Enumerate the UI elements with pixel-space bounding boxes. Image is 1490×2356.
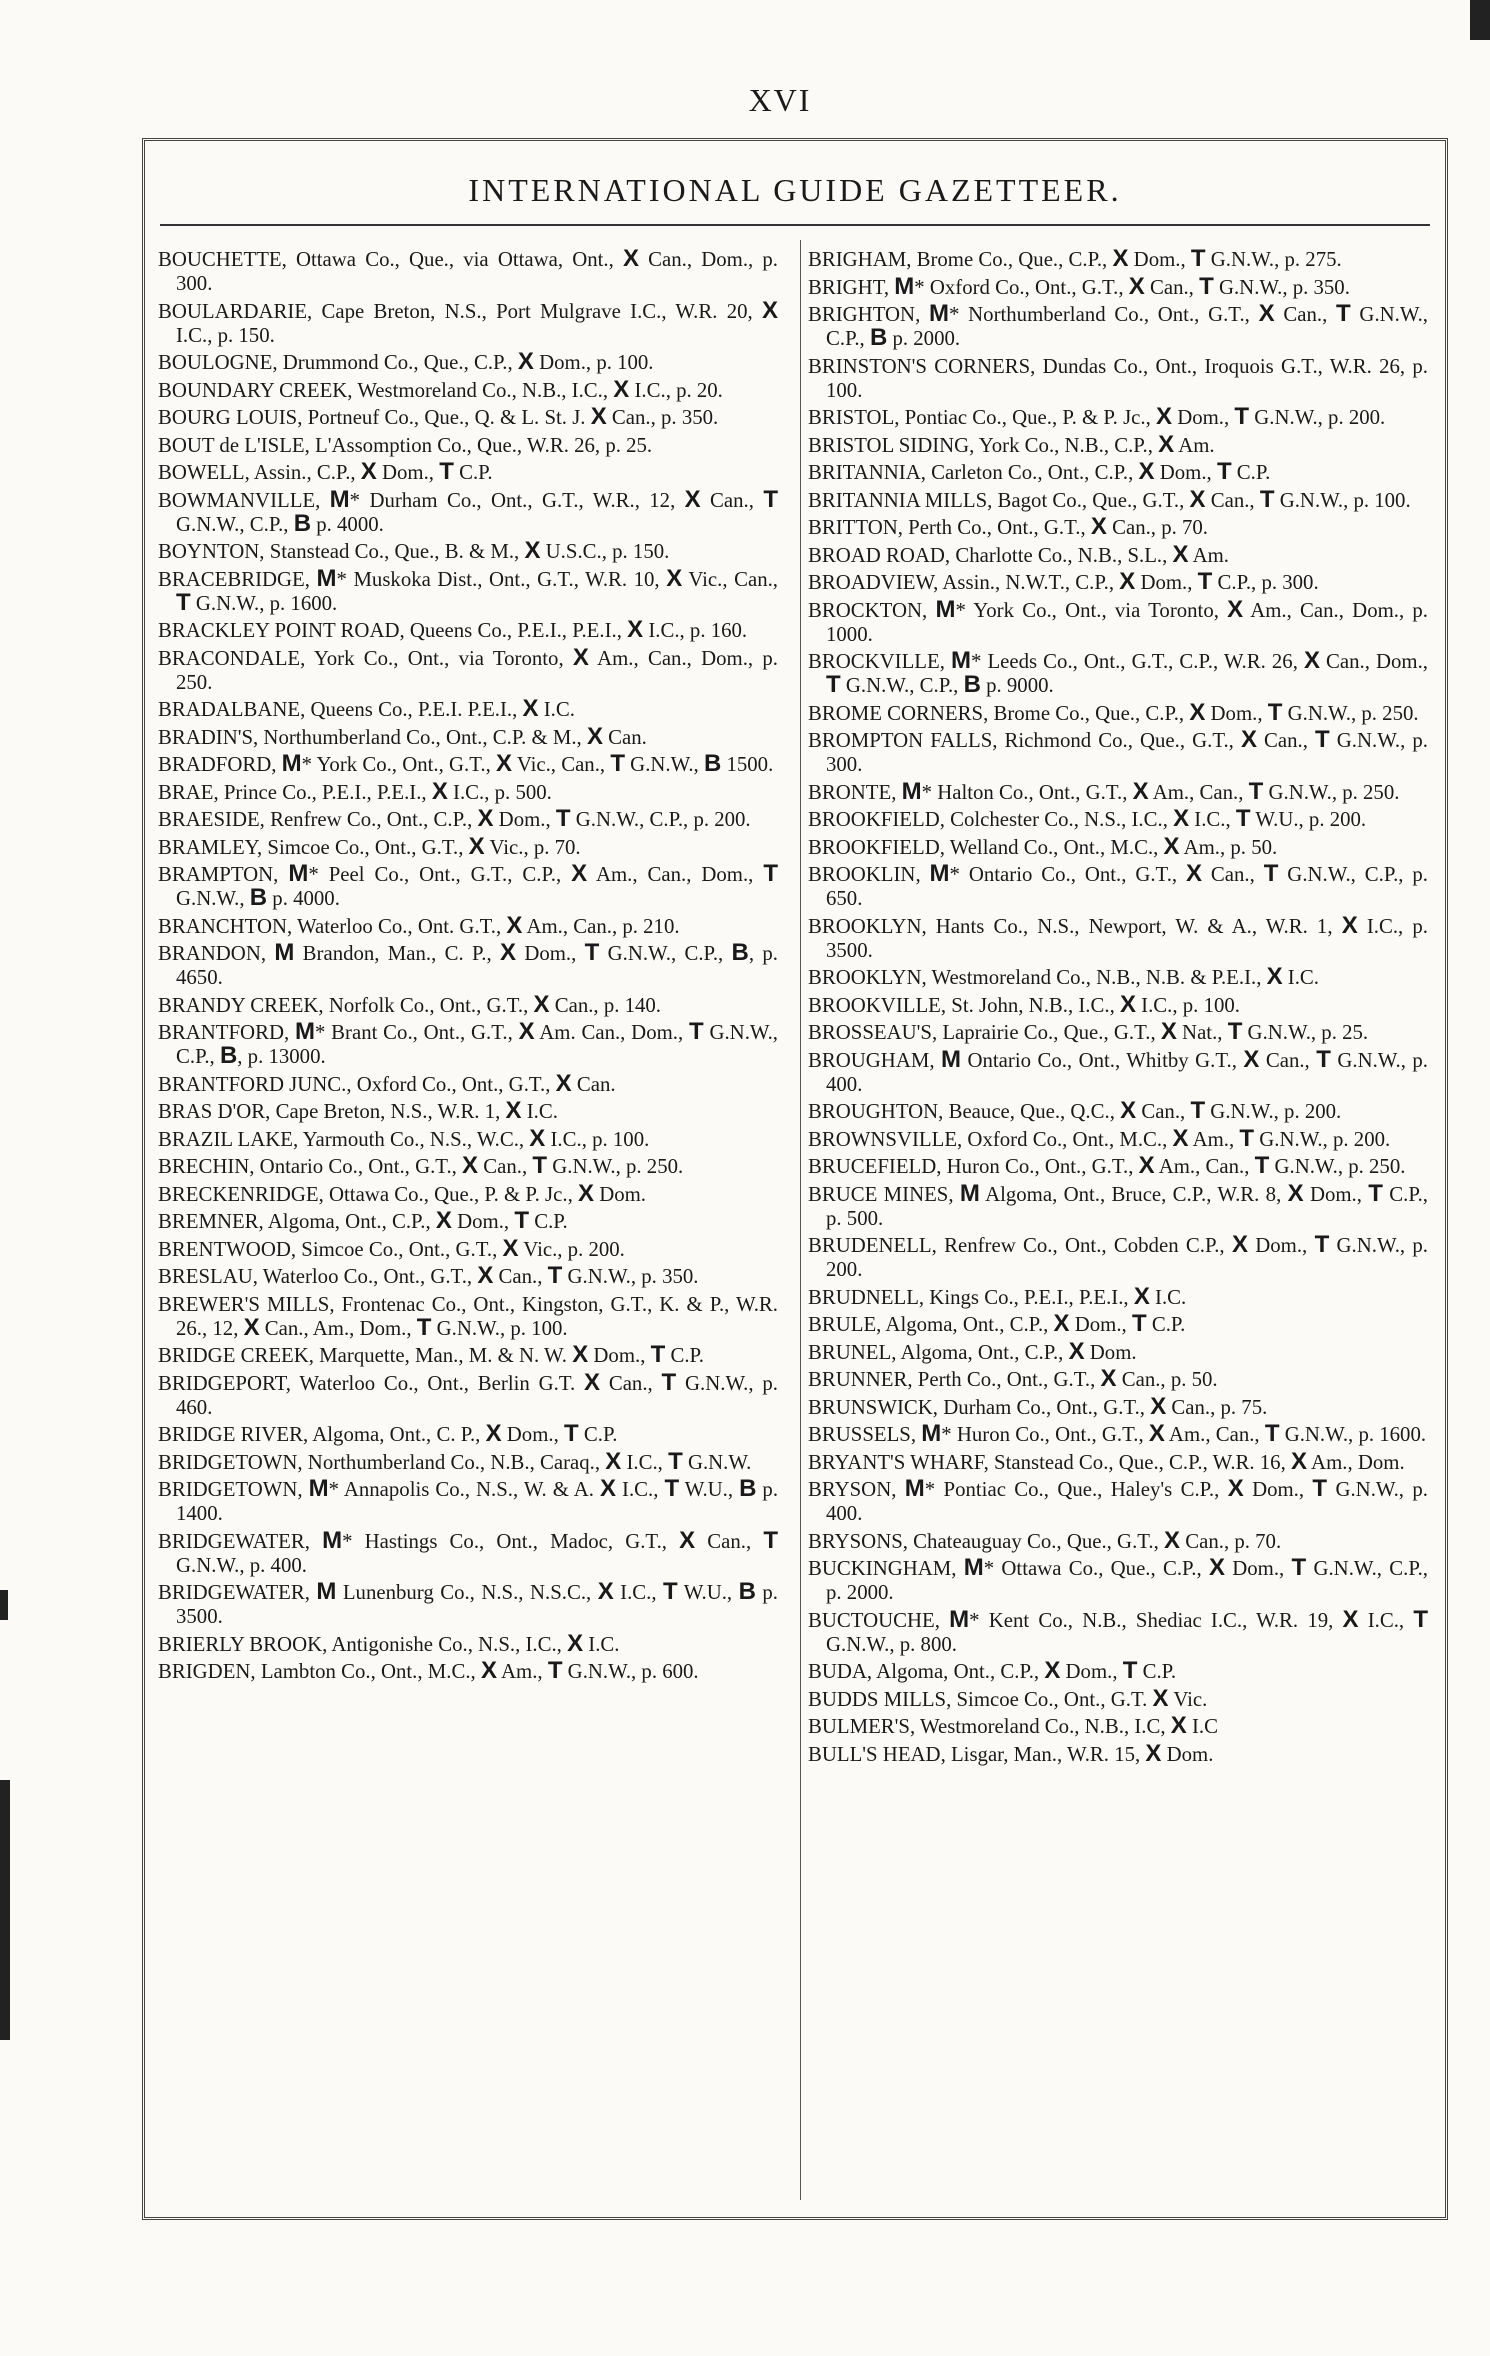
money-order-symbol: M xyxy=(963,1554,984,1581)
left-column xyxy=(158,245,779,1688)
telegraph-symbol: X xyxy=(1303,647,1320,674)
bank-symbol: B xyxy=(869,324,888,351)
gazetteer-entry: BRAE, Prince Co., P.E.I., P.E.I., X I.C., p. 500. xyxy=(158,777,552,805)
telegraph-symbol: X xyxy=(584,1368,601,1396)
telegraph-company-symbol: T xyxy=(1227,1018,1243,1045)
telegraph-company-symbol: T xyxy=(688,1018,704,1045)
telegraph-company-symbol: T xyxy=(1239,1124,1255,1152)
telegraph-symbol: X xyxy=(1145,1739,1162,1767)
telegraph-symbol: X xyxy=(600,1475,617,1502)
telegraph-symbol: X xyxy=(477,805,494,832)
telegraph-company-symbol: T xyxy=(1336,300,1351,327)
telegraph-company-symbol: T xyxy=(1122,1657,1138,1684)
telegraph-symbol: X xyxy=(571,860,588,887)
title-rule xyxy=(160,224,1430,226)
telegraph-symbol: X xyxy=(666,564,683,592)
gazetteer-entry: BRIDGEPORT, Waterloo Co., Ont., Berlin G.T. X Can., T G.N.W., p. 460. xyxy=(158,1368,778,1419)
telegraph-company-symbol: T xyxy=(1235,805,1251,832)
gazetteer-entry: BROOKLIN, M* Ontario Co., Ont., G.T., X Can., T G.N.W., C.P., p. 650. xyxy=(808,860,1428,910)
money-order-symbol: M xyxy=(316,1578,337,1605)
telegraph-symbol: X xyxy=(485,1420,502,1447)
telegraph-symbol: X xyxy=(477,1262,494,1289)
telegraph-symbol: X xyxy=(1170,1712,1187,1739)
bank-symbol: B xyxy=(731,939,749,966)
gazetteer-entry: BROCKTON, M* York Co., Ont., via Toronto, X Am., Can., Dom., p. 1000. xyxy=(808,595,1428,646)
bank-symbol: B xyxy=(293,509,312,537)
telegraph-symbol: X xyxy=(1152,1684,1169,1712)
money-order-symbol: M xyxy=(935,595,956,623)
gazetteer-entry: BRACEBRIDGE, M* Muskoka Dist., Ont., G.T., W.R. 10, X Vic., Can., T G.N.W., p. 1600. xyxy=(158,564,778,616)
gazetteer-entry: BRIDGE CREEK, Marquette, Man., M. & N. W. X Dom., T C.P. xyxy=(158,1341,705,1368)
gazetteer-entry: BROOKFIELD, Colchester Co., N.S., I.C., X I.C., T W.U., p. 200. xyxy=(808,805,1367,832)
gazetteer-entry: BRYANT'S WHARF, Stanstead Co., Que., C.P., W.R. 16, X Am., Dom. xyxy=(808,1447,1405,1475)
gazetteer-entry: BRONTE, M* Halton Co., Ont., G.T., X Am., Can., T G.N.W., p. 250. xyxy=(808,777,1400,805)
gazetteer-entry: BRENTWOOD, Simcoe Co., Ont., G.T., X Vic., p. 200. xyxy=(158,1234,625,1262)
gazetteer-entry: BROADVIEW, Assin., N.W.T., C.P., X Dom., T C.P., p. 300. xyxy=(808,568,1319,595)
gazetteer-entry: BUCKINGHAM, M* Ottawa Co., Que., C.P., X Dom., T G.N.W., C.P., p. 2000. xyxy=(808,1554,1428,1604)
money-order-symbol: M xyxy=(949,1605,970,1633)
telegraph-symbol: X xyxy=(1163,832,1180,860)
bank-symbol: B xyxy=(703,750,722,777)
gazetteer-entry: BRUNNER, Perth Co., Ont., G.T., X Can., p. 50. xyxy=(808,1365,1218,1392)
gazetteer-entry: BRIGHT, M* Oxford Co., Ont., G.T., X Can., T G.N.W., p. 350. xyxy=(808,272,1350,300)
money-order-symbol: M xyxy=(904,1475,925,1502)
money-order-symbol: M xyxy=(294,1018,315,1045)
gazetteer-entry: BRAZIL LAKE, Yarmouth Co., N.S., W.C., X I.C., p. 100. xyxy=(158,1124,650,1152)
gazetteer-entry: BRITANNIA MILLS, Bagot Co., Que., G.T., X Can., T G.N.W., p. 100. xyxy=(808,485,1411,513)
telegraph-company-symbol: T xyxy=(1199,272,1214,300)
telegraph-symbol: X xyxy=(1128,272,1145,300)
money-order-symbol: M xyxy=(941,1045,961,1073)
telegraph-symbol: X xyxy=(480,1657,497,1684)
gazetteer-entry: BRISTOL SIDING, York Co., N.B., C.P., X Am. xyxy=(808,430,1215,458)
telegraph-symbol: X xyxy=(555,1069,572,1097)
gazetteer-entry: BRIGHTON, M* Northumberland Co., Ont., G.T., X Can., T G.N.W., C.P., B p. 2000. xyxy=(808,300,1428,351)
gazetteer-entry: BRISTOL, Pontiac Co., Que., P. & P. Jc., X Dom., T G.N.W., p. 200. xyxy=(808,403,1386,430)
telegraph-symbol: X xyxy=(505,1097,522,1124)
telegraph-symbol: X xyxy=(1090,513,1107,540)
telegraph-symbol: X xyxy=(567,1629,584,1657)
telegraph-symbol: X xyxy=(529,1124,546,1152)
telegraph-symbol: X xyxy=(1266,963,1283,990)
money-order-symbol: M xyxy=(921,1420,942,1447)
gazetteer-entry: BRANCHTON, Waterloo Co., Ont. G.T., X Am., Can., p. 210. xyxy=(158,911,680,939)
telegraph-company-symbol: T xyxy=(176,588,191,616)
telegraph-symbol: X xyxy=(1119,568,1136,595)
gazetteer-entry: BROSSEAU'S, Laprairie Co., Que., G.T., X Nat., T G.N.W., p. 25. xyxy=(808,1018,1369,1045)
telegraph-symbol: X xyxy=(524,537,541,564)
bank-symbol: B xyxy=(963,671,981,698)
gazetteer-entry: BOWELL, Assin., C.P., X Dom., T C.P. xyxy=(158,458,493,485)
gazetteer-entry: BRAMLEY, Simcoe Co., Ont., G.T., X Vic., p. 70. xyxy=(158,832,581,860)
telegraph-symbol: X xyxy=(761,296,778,324)
telegraph-company-symbol: T xyxy=(564,1420,579,1447)
telegraph-symbol: X xyxy=(518,1018,535,1045)
telegraph-symbol: X xyxy=(1258,300,1275,327)
telegraph-symbol: X xyxy=(613,375,630,403)
gazetteer-entry: BRADFORD, M* York Co., Ont., G.T., X Vic., Can., T G.N.W., B 1500. xyxy=(158,750,774,777)
telegraph-company-symbol: T xyxy=(1312,1475,1328,1502)
telegraph-company-symbol: T xyxy=(1314,1231,1330,1258)
telegraph-symbol: X xyxy=(1133,1282,1150,1310)
telegraph-company-symbol: T xyxy=(650,1341,666,1368)
scan-edge-mark xyxy=(1470,0,1490,40)
telegraph-company-symbol: T xyxy=(439,458,454,485)
telegraph-company-symbol: T xyxy=(1259,485,1275,513)
telegraph-symbol: X xyxy=(1341,911,1358,939)
telegraph-symbol: X xyxy=(1132,777,1149,805)
telegraph-symbol: X xyxy=(572,643,589,671)
money-order-symbol: M xyxy=(929,860,950,887)
scan-edge-mark xyxy=(0,1590,8,1620)
right-column xyxy=(808,245,1429,1770)
gazetteer-entry: BOWMANVILLE, M* Durham Co., Ont., G.T., W.R., 12, X Can., T G.N.W., C.P., B p. 4000. xyxy=(158,485,778,537)
telegraph-company-symbol: T xyxy=(1291,1554,1307,1581)
page-number: XVI xyxy=(748,82,812,118)
gazetteer-entry: BRUSSELS, M* Huron Co., Ont., G.T., X Am., Can., T G.N.W., p. 1600. xyxy=(808,1420,1427,1447)
money-order-symbol: M xyxy=(308,1475,329,1502)
telegraph-symbol: X xyxy=(468,832,485,860)
gazetteer-entry: BUDA, Algoma, Ont., C.P., X Dom., T C.P. xyxy=(808,1657,1177,1684)
page-title: INTERNATIONAL GUIDE GAZETTEER. xyxy=(468,172,1122,208)
telegraph-symbol: X xyxy=(1112,245,1129,272)
telegraph-symbol: X xyxy=(597,1578,614,1605)
gazetteer-entry: BRANTFORD JUNC., Oxford Co., Ont., G.T., X Can. xyxy=(158,1069,616,1097)
gazetteer-entry: BRIDGEWATER, M Lunenburg Co., N.S., N.S.C., X I.C., T W.U., B p. 3500. xyxy=(158,1578,778,1628)
gazetteer-entry: BROAD ROAD, Charlotte Co., N.B., S.L., X Am. xyxy=(808,540,1230,568)
gazetteer-entry: BROUGHTON, Beauce, Que., Q.C., X Can., T G.N.W., p. 200. xyxy=(808,1097,1342,1124)
money-order-symbol: M xyxy=(929,300,950,327)
money-order-symbol: M xyxy=(901,777,922,805)
gazetteer-entry: BRIDGETOWN, Northumberland Co., N.B., Caraq., X I.C., T G.N.W. xyxy=(158,1447,752,1475)
telegraph-symbol: X xyxy=(1148,1420,1165,1447)
telegraph-symbol: X xyxy=(1227,595,1244,623)
telegraph-symbol: X xyxy=(1053,1310,1070,1337)
gazetteer-entry: BRESLAU, Waterloo Co., Ont., G.T., X Can., T G.N.W., p. 350. xyxy=(158,1262,699,1289)
telegraph-symbol: X xyxy=(1243,1045,1260,1073)
gazetteer-entry: BRANDY CREEK, Norfolk Co., Ont., G.T., X Can., p. 140. xyxy=(158,990,662,1018)
gazetteer-entry: BRULE, Algoma, Ont., C.P., X Dom., T C.P. xyxy=(808,1310,1186,1337)
telegraph-company-symbol: T xyxy=(661,1368,677,1396)
telegraph-symbol: X xyxy=(1138,458,1155,485)
telegraph-symbol: X xyxy=(572,1341,589,1368)
telegraph-company-symbol: T xyxy=(547,1262,563,1289)
telegraph-symbol: X xyxy=(623,245,640,272)
telegraph-symbol: X xyxy=(605,1447,622,1475)
telegraph-symbol: X xyxy=(1227,1475,1244,1502)
gazetteer-entry: BRITANNIA, Carleton Co., Ont., C.P., X Dom., T C.P. xyxy=(808,458,1271,485)
money-order-symbol: M xyxy=(316,564,337,592)
telegraph-symbol: X xyxy=(533,990,550,1018)
telegraph-company-symbol: T xyxy=(1368,1179,1383,1207)
telegraph-company-symbol: T xyxy=(1248,777,1264,805)
telegraph-company-symbol: T xyxy=(1263,860,1279,887)
gazetteer-entry: BROOKLYN, Westmoreland Co., N.B., N.B. & P.E.I., X I.C. xyxy=(808,963,1320,990)
money-order-symbol: M xyxy=(322,1526,343,1554)
telegraph-company-symbol: T xyxy=(763,860,779,887)
telegraph-symbol: X xyxy=(1120,1097,1137,1124)
scan-edge-mark xyxy=(0,1780,10,2040)
telegraph-symbol: X xyxy=(1172,1124,1189,1152)
telegraph-symbol: X xyxy=(679,1526,696,1554)
telegraph-company-symbol: T xyxy=(1413,1605,1428,1633)
gazetteer-entry: BROOKFIELD, Welland Co., Ont., M.C., X Am., p. 50. xyxy=(808,832,1278,860)
telegraph-company-symbol: T xyxy=(555,805,571,832)
money-order-symbol: M xyxy=(281,750,302,777)
telegraph-company-symbol: T xyxy=(547,1657,563,1684)
telegraph-symbol: X xyxy=(1150,1392,1167,1420)
gazetteer-entry: BRIGHAM, Brome Co., Que., C.P., X Dom., T G.N.W., p. 275. xyxy=(808,245,1342,272)
gazetteer-entry: BUDDS MILLS, Simcoe Co., Ont., G.T. X Vic. xyxy=(808,1684,1208,1712)
gazetteer-entry: BRACKLEY POINT ROAD, Queens Co., P.E.I., P.E.I., X I.C., p. 160. xyxy=(158,616,748,643)
telegraph-symbol: X xyxy=(590,403,607,430)
gazetteer-entry: BRACONDALE, York Co., Ont., via Toronto, X Am., Can., Dom., p. 250. xyxy=(158,643,778,694)
telegraph-symbol: X xyxy=(506,911,523,939)
gazetteer-entry: BRITTON, Perth Co., Ont., G.T., X Can., p. 70. xyxy=(808,513,1208,540)
gazetteer-entry: BRECHIN, Ontario Co., Ont., G.T., X Can., T G.N.W., p. 250. xyxy=(158,1152,684,1179)
telegraph-company-symbol: T xyxy=(668,1447,683,1475)
gazetteer-entry: BROMPTON FALLS, Richmond Co., Que., G.T., X Can., T G.N.W., p. 300. xyxy=(808,726,1428,776)
telegraph-symbol: X xyxy=(1189,698,1206,726)
money-order-symbol: M xyxy=(959,1179,980,1207)
telegraph-company-symbol: T xyxy=(1197,568,1213,595)
telegraph-symbol: X xyxy=(1156,403,1173,430)
money-order-symbol: M xyxy=(288,860,309,887)
telegraph-symbol: X xyxy=(627,616,644,643)
gazetteer-entry: BRAMPTON, M* Peel Co., Ont., G.T., C.P., X Am., Can., Dom., T G.N.W., B p. 4000. xyxy=(158,860,779,911)
gazetteer-entry: BRUDENELL, Renfrew Co., Ont., Cobden C.P., X Dom., T G.N.W., p. 200. xyxy=(808,1231,1428,1281)
telegraph-company-symbol: T xyxy=(584,939,600,966)
gazetteer-entry: BRIDGEWATER, M* Hastings Co., Ont., Madoc, G.T., X Can., T G.N.W., p. 400. xyxy=(158,1526,778,1577)
telegraph-symbol: X xyxy=(1287,1179,1304,1207)
telegraph-company-symbol: T xyxy=(610,750,625,777)
telegraph-symbol: X xyxy=(1164,1526,1181,1554)
telegraph-company-symbol: T xyxy=(1234,403,1250,430)
telegraph-company-symbol: T xyxy=(1216,458,1232,485)
telegraph-symbol: X xyxy=(1068,1337,1085,1365)
gazetteer-entry: BROOKVILLE, St. John, N.B., I.C., X I.C., p. 100. xyxy=(808,990,1240,1018)
telegraph-symbol: X xyxy=(243,1313,260,1341)
telegraph-symbol: X xyxy=(435,1207,452,1234)
gazetteer-entry: BRUCEFIELD, Huron Co., Ont., G.T., X Am., Can., T G.N.W., p. 250. xyxy=(808,1152,1406,1179)
telegraph-company-symbol: T xyxy=(1190,245,1206,272)
gazetteer-entry: BRUNEL, Algoma, Ont., C.P., X Dom. xyxy=(808,1337,1137,1365)
gazetteer-entry: BREMNER, Algoma, Ont., C.P., X Dom., T C.P. xyxy=(158,1207,568,1234)
telegraph-symbol: X xyxy=(586,722,603,750)
gazetteer-entry: BOURG LOUIS, Portneuf Co., Que., Q. & L. St. J. X Can., p. 350. xyxy=(158,403,719,430)
gazetteer-entry: BRANDON, M Brandon, Man., C. P., X Dom., T G.N.W., C.P., B, p. 4650. xyxy=(158,939,778,989)
gazetteer-entry: BRAESIDE, Renfrew Co., Ont., C.P., X Dom., T G.N.W., C.P., p. 200. xyxy=(158,805,751,832)
telegraph-symbol: X xyxy=(684,485,701,513)
gazetteer-entry: BRECKENRIDGE, Ottawa Co., Que., P. & P. Jc., X Dom. xyxy=(158,1179,646,1207)
bank-symbol: B xyxy=(739,1475,757,1502)
gazetteer-entry: BOYNTON, Stanstead Co., Que., B. & M., X U.S.C., p. 150. xyxy=(158,537,670,564)
telegraph-company-symbol: T xyxy=(763,485,778,513)
gazetteer-entry: BOUT de L'ISLE, L'Assomption Co., Que., W.R. 26, p. 25. xyxy=(158,433,653,457)
gazetteer-entry: BRADALBANE, Queens Co., P.E.I. P.E.I., X I.C. xyxy=(158,695,575,722)
telegraph-symbol: X xyxy=(462,1152,479,1179)
bank-symbol: B xyxy=(219,1042,238,1069)
gazetteer-entry: BROWNSVILLE, Oxford Co., Ont., M.C., X Am., T G.N.W., p. 200. xyxy=(808,1124,1391,1152)
gazetteer-entry: BRIERLY BROOK, Antigonishe Co., N.S., I.C., X I.C. xyxy=(158,1629,620,1657)
telegraph-symbol: X xyxy=(1240,726,1257,753)
gazetteer-entry: BUCTOUCHE, M* Kent Co., N.B., Shediac I.C., W.R. 19, X I.C., T G.N.W., p. 800. xyxy=(808,1605,1428,1656)
telegraph-company-symbol: T xyxy=(1131,1310,1147,1337)
gazetteer-entry: BRUNSWICK, Durham Co., Ont., G.T., X Can., p. 75. xyxy=(808,1392,1268,1420)
gazetteer-entry: BRANTFORD, M* Brant Co., Ont., G.T., X Am. Can., Dom., T G.N.W., C.P., B, p. 13000. xyxy=(158,1018,779,1069)
gazetteer-entry: BRUCE MINES, M Algoma, Ont., Bruce, C.P., W.R. 8, X Dom., T C.P., p. 500. xyxy=(808,1179,1428,1230)
telegraph-company-symbol: T xyxy=(514,1207,529,1234)
telegraph-symbol: X xyxy=(1100,1365,1117,1392)
telegraph-symbol: X xyxy=(1342,1605,1359,1633)
telegraph-symbol: X xyxy=(522,695,539,722)
telegraph-symbol: X xyxy=(1173,805,1190,832)
gazetteer-entry: BRYSONS, Chateauguay Co., Que., G.T., X Can., p. 70. xyxy=(808,1526,1282,1554)
telegraph-symbol: X xyxy=(1186,860,1203,887)
telegraph-symbol: X xyxy=(495,750,512,777)
telegraph-company-symbol: T xyxy=(826,671,841,698)
gazetteer-entry: BRIDGE RIVER, Algoma, Ont., C. P., X Dom., T C.P. xyxy=(158,1420,618,1447)
gazetteer-entry: BULMER'S, Westmoreland Co., N.B., I.C, X I.C xyxy=(808,1712,1218,1739)
bank-symbol: B xyxy=(738,1578,756,1605)
telegraph-symbol: X xyxy=(1290,1447,1307,1475)
gazetteer-entry: BRAS D'OR, Cape Breton, N.S., W.R. 1, X I.C. xyxy=(158,1097,558,1124)
telegraph-company-symbol: T xyxy=(1316,1045,1331,1073)
gazetteer-entry: BRINSTON'S CORNERS, Dundas Co., Ont., Iroquois G.T., W.R. 26, p. 100. xyxy=(808,354,1428,402)
telegraph-symbol: X xyxy=(1138,1152,1155,1179)
telegraph-symbol: X xyxy=(431,777,448,805)
telegraph-symbol: X xyxy=(1231,1231,1248,1258)
gazetteer-entry: BROME CORNERS, Brome Co., Que., C.P., X Dom., T G.N.W., p. 250. xyxy=(808,698,1419,726)
telegraph-symbol: X xyxy=(517,348,534,375)
telegraph-company-symbol: T xyxy=(1190,1097,1206,1124)
telegraph-symbol: X xyxy=(1172,540,1189,568)
money-order-symbol: M xyxy=(329,485,350,513)
telegraph-company-symbol: T xyxy=(1267,698,1283,726)
gazetteer-entry: BROOKLYN, Hants Co., N.S., Newport, W. & A., W.R. 1, X I.C., p. 3500. xyxy=(808,911,1428,962)
telegraph-symbol: X xyxy=(577,1179,594,1207)
telegraph-symbol: X xyxy=(502,1234,519,1262)
telegraph-company-symbol: T xyxy=(1254,1152,1270,1179)
telegraph-company-symbol: T xyxy=(1264,1420,1280,1447)
telegraph-company-symbol: T xyxy=(416,1313,432,1341)
telegraph-symbol: X xyxy=(1119,990,1136,1018)
gazetteer-entry: BRIGDEN, Lambton Co., Ont., M.C., X Am., T G.N.W., p. 600. xyxy=(158,1657,699,1684)
gazetteer-entry: BROUGHAM, M Ontario Co., Ont., Whitby G.T., X Can., T G.N.W., p. 400. xyxy=(808,1045,1428,1096)
gazetteer-entry: BROCKVILLE, M* Leeds Co., Ont., G.T., C.P., W.R. 26, X Can., Dom., T G.N.W., C.P., B p. 9000. xyxy=(808,647,1429,698)
gazetteer-entry: BREWER'S MILLS, Frontenac Co., Ont., Kingston, G.T., K. & P., W.R. 26., 12, X Can., Am., Dom., T G.N.W., p. 100. xyxy=(158,1292,778,1341)
telegraph-symbol: X xyxy=(1189,485,1206,513)
gazetteer-entry: BULL'S HEAD, Lisgar, Man., W.R. 15, X Dom. xyxy=(808,1739,1214,1767)
gazetteer-entry: BRYSON, M* Pontiac Co., Que., Haley's C.P., X Dom., T G.N.W., p. 400. xyxy=(808,1475,1428,1525)
money-order-symbol: M xyxy=(274,939,295,966)
telegraph-symbol: X xyxy=(360,458,377,485)
telegraph-symbol: X xyxy=(1158,430,1175,458)
column-divider xyxy=(800,240,801,2200)
gazetteer-entry: BOUNDARY CREEK, Westmoreland Co., N.B., I.C., X I.C., p. 20. xyxy=(158,375,723,403)
gazetteer-entry: BRUDNELL, Kings Co., P.E.I., P.E.I., X I.C. xyxy=(808,1282,1187,1310)
gazetteer-entry: BOUCHETTE, Ottawa Co., Que., via Ottawa, Ont., X Can., Dom., p. 300. xyxy=(158,245,778,295)
telegraph-company-symbol: T xyxy=(663,1578,678,1605)
telegraph-symbol: X xyxy=(1160,1018,1177,1045)
telegraph-company-symbol: T xyxy=(532,1152,548,1179)
telegraph-symbol: X xyxy=(500,939,517,966)
telegraph-company-symbol: T xyxy=(664,1475,680,1502)
gazetteer-entry: BRADIN'S, Northumberland Co., Ont., C.P. & M., X Can. xyxy=(158,722,647,750)
gazetteer-entry: BOULOGNE, Drummond Co., Que., C.P., X Dom., p. 100. xyxy=(158,348,654,375)
telegraph-company-symbol: T xyxy=(1315,726,1330,753)
telegraph-symbol: X xyxy=(1044,1657,1061,1684)
money-order-symbol: M xyxy=(950,647,971,674)
telegraph-symbol: X xyxy=(1208,1554,1225,1581)
money-order-symbol: M xyxy=(894,272,915,300)
gazetteer-entry: BOULARDARIE, Cape Breton, N.S., Port Mulgrave I.C., W.R. 20, X I.C., p. 150. xyxy=(158,296,778,347)
telegraph-company-symbol: T xyxy=(763,1526,778,1554)
gazetteer-entry: BRIDGETOWN, M* Annapolis Co., N.S., W. & A. X I.C., T W.U., B p. 1400. xyxy=(158,1475,779,1525)
bank-symbol: B xyxy=(249,884,268,911)
